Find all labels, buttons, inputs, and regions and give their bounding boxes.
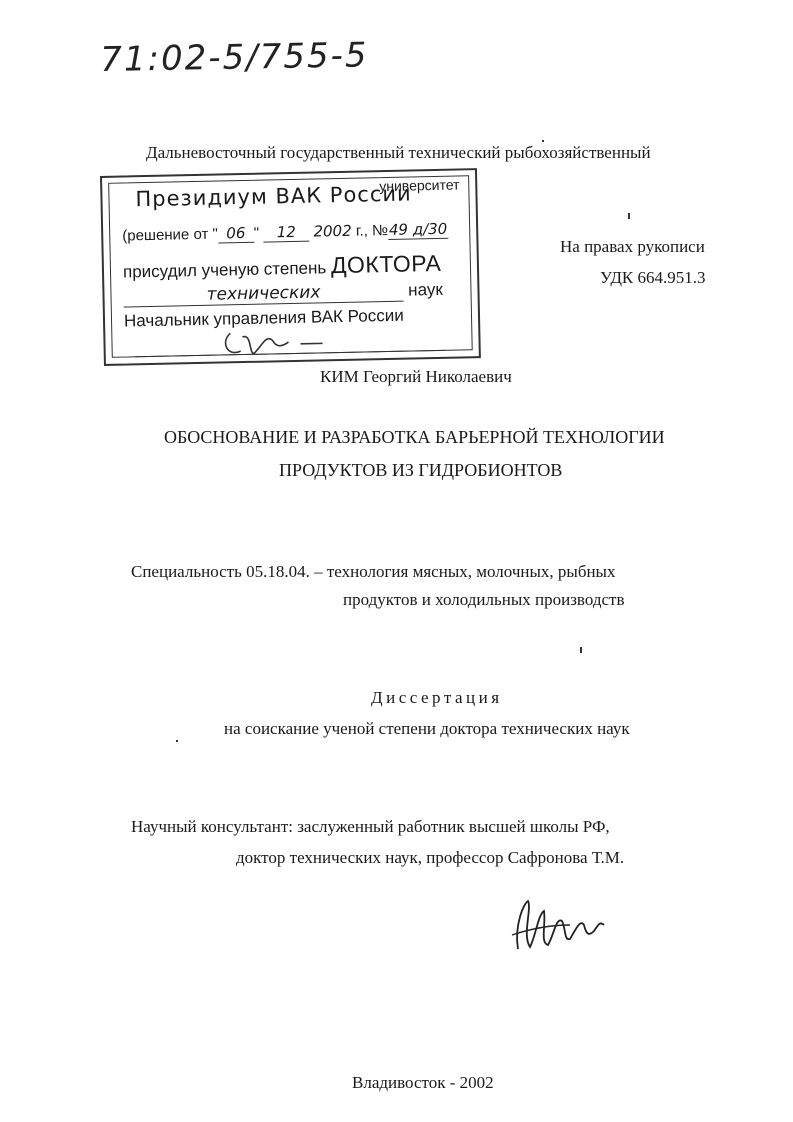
scan-speck bbox=[542, 140, 544, 142]
handwritten-shelfmark: 71:02-5/755-5 bbox=[100, 35, 369, 80]
specialty-line-2: продуктов и холодильных производств bbox=[343, 590, 625, 609]
stamp-decision-month: 12 bbox=[263, 223, 309, 243]
stamp-decision-mid: " bbox=[253, 224, 260, 242]
university-name: Дальневосточный государственный технический рыбохозяйственный bbox=[146, 143, 651, 162]
stamp-awarded-label: присудил ученую степень bbox=[122, 258, 327, 282]
stamp-title: Президиум ВАК России bbox=[135, 181, 412, 212]
stamp-head-label: Начальник управления ВАК России bbox=[123, 305, 404, 331]
scan-speck bbox=[580, 647, 582, 653]
city-year: Владивосток - 2002 bbox=[352, 1073, 494, 1092]
stamp-decision-line bbox=[122, 220, 448, 246]
stamp-university-continuation: университет bbox=[379, 176, 460, 195]
author-name: КИМ Георгий Николаевич bbox=[320, 367, 512, 386]
stamp-sciences-line bbox=[123, 280, 443, 308]
scan-speck bbox=[176, 740, 178, 742]
author-signature bbox=[510, 895, 610, 955]
title-line-1: ОБОСНОВАНИЕ И РАЗРАБОТКА БАРЬЕРНОЙ ТЕХНОЛОГИИ bbox=[164, 427, 665, 447]
stamp-sciences-suffix: наук bbox=[407, 279, 443, 300]
stamp-decision-number: 49 д/30 bbox=[388, 219, 448, 239]
stamp-signature bbox=[222, 325, 333, 361]
stamp-decision-year-suffix: г., № bbox=[355, 221, 389, 240]
udc-code: УДК 664.951.3 bbox=[600, 268, 706, 287]
title-line-2: ПРОДУКТОВ ИЗ ГИДРОБИОНТОВ bbox=[279, 460, 563, 480]
stamp-degree: ДОКТОРА bbox=[330, 249, 442, 279]
consultant-line-1: Научный консультант: заслуженный работник высшей школы РФ, bbox=[131, 817, 610, 836]
stamp-awarded-line bbox=[123, 250, 442, 284]
consultant-line-2: доктор технических наук, профессор Сафронова Т.М. bbox=[236, 848, 625, 867]
degree-line: на соискание ученой степени доктора технических наук bbox=[224, 719, 630, 738]
stamp-decision-day: 06 bbox=[218, 224, 254, 244]
scan-speck bbox=[628, 213, 630, 219]
stamp-sciences-handwritten: технических bbox=[123, 281, 403, 308]
stamp-decision-prefix: (решение от " bbox=[122, 225, 219, 245]
stamp-decision-year: 2002 bbox=[313, 221, 352, 241]
dissertation-label: Диссертация bbox=[371, 688, 503, 707]
rights-notice: На правах рукописи bbox=[560, 237, 705, 256]
specialty-line-1: Специальность 05.18.04. – технология мясных, молочных, рыбных bbox=[131, 562, 616, 581]
vak-stamp bbox=[100, 168, 481, 366]
stamp-inner-frame bbox=[108, 175, 473, 358]
